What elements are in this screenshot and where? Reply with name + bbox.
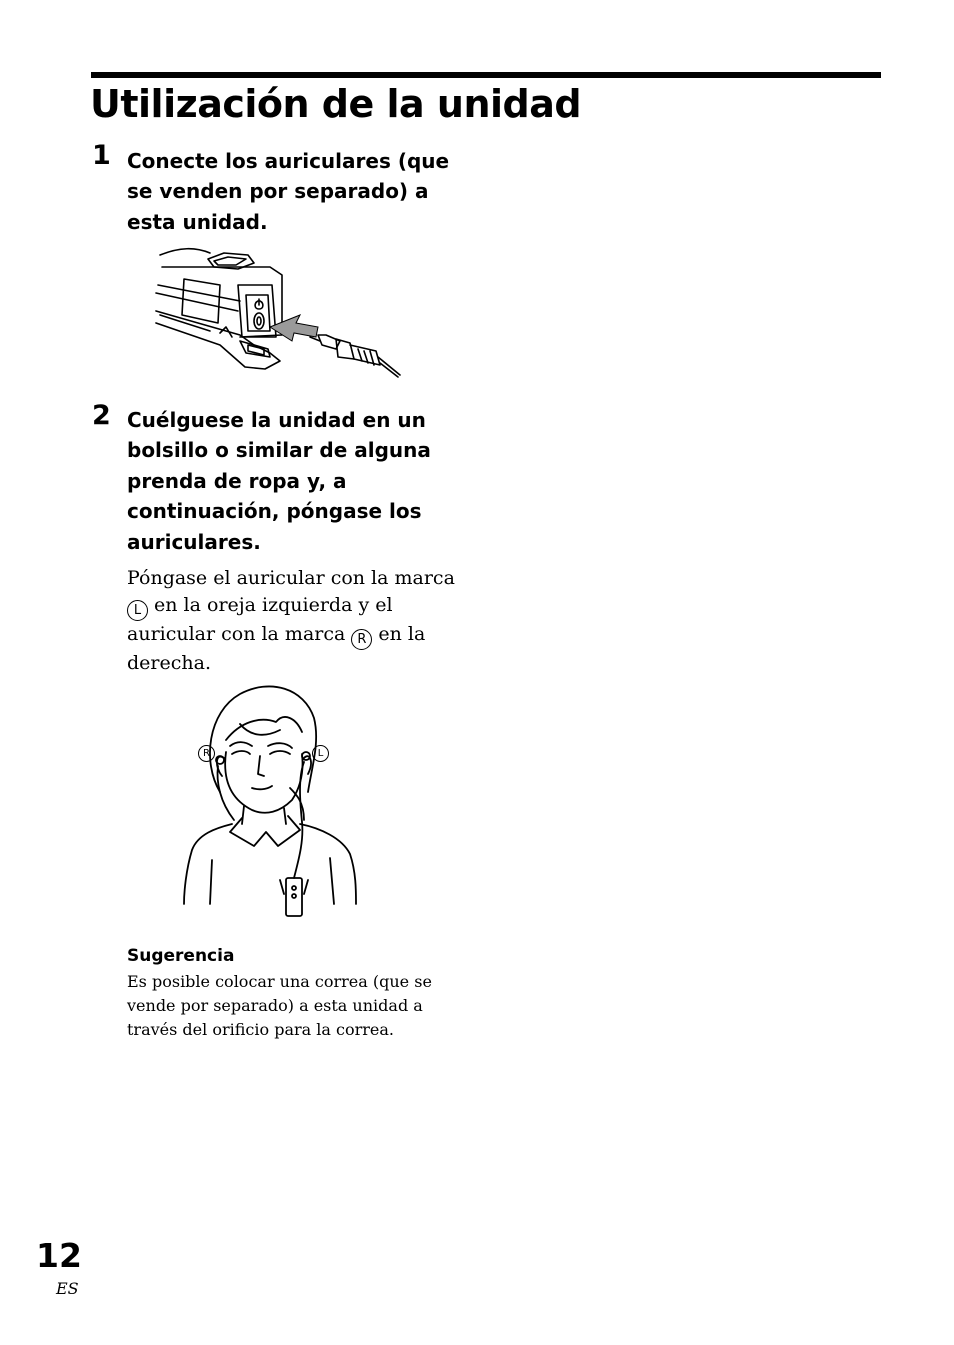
instruction-text-part1: Póngase el auricular con la marca: [127, 567, 455, 589]
step-2-number: 2: [92, 400, 111, 431]
step-2-text: Cuélguese la unidad en un bolsillo o similar de alguna prenda de ropa y, a continuación, póngase los auriculares.: [127, 408, 431, 554]
instruction-text-part2: en la oreja izquierda y el auricular con la marca: [127, 594, 393, 645]
instruction-text-part3: en la derecha.: [127, 623, 426, 674]
step-1-text: Conecte los auriculares (que se venden por separado) a esta unidad.: [127, 149, 450, 234]
figure-right-mark-icon: R: [198, 745, 215, 762]
instruction-text: [127, 565, 472, 677]
tip-heading: Sugerencia: [127, 946, 235, 966]
right-mark-icon: R: [351, 629, 372, 650]
step-1-number: 1: [92, 140, 111, 171]
page-number: 12: [36, 1236, 82, 1275]
person-wearing-earphones-illustration: [180, 682, 380, 922]
page-title: Utilización de la unidad: [90, 82, 582, 126]
headphone-connection-illustration: [150, 245, 410, 380]
page-language: ES: [56, 1279, 79, 1298]
tip-text: Es posible colocar una correa (que se vende por separado) a esta unidad a través del orificio para la correa.: [127, 972, 432, 1039]
title-rule: [91, 72, 881, 78]
figure-left-mark-icon: L: [312, 745, 329, 762]
left-mark-icon: L: [127, 600, 148, 621]
